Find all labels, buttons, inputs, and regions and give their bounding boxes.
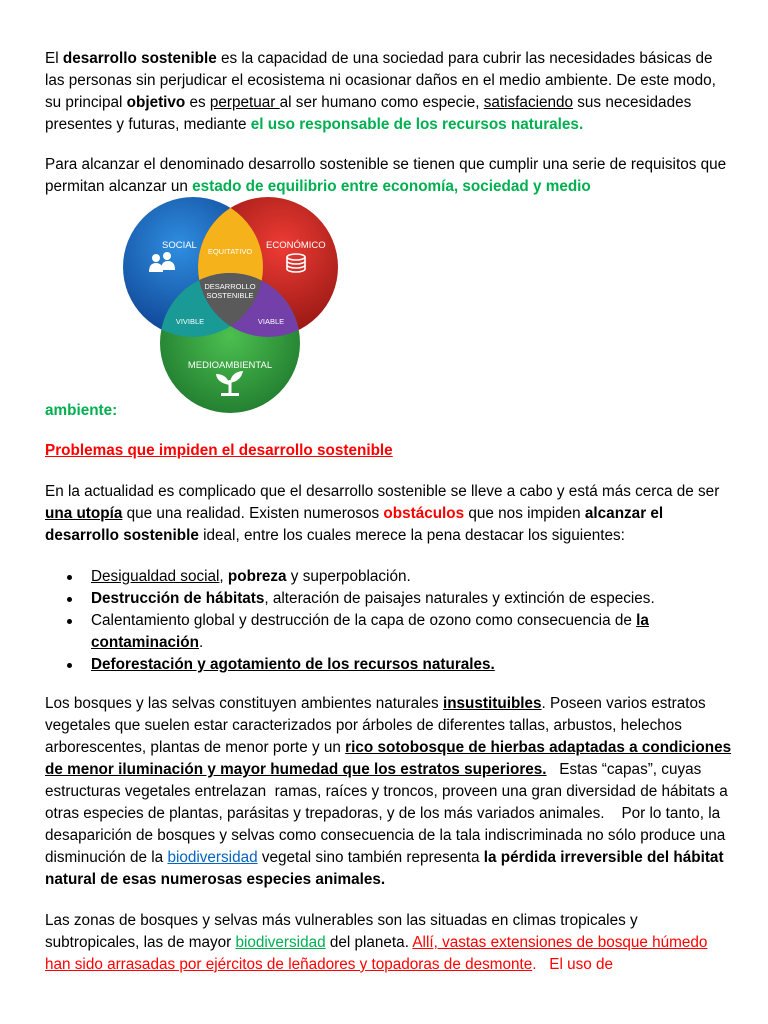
obstacles-paragraph — [45, 481, 735, 547]
text-run: del planeta. — [325, 934, 413, 951]
text-run: Calentamiento global y destrucción de la capa de ozono como consecuencia de — [91, 612, 637, 629]
label-economico: ECONÓMICO — [266, 240, 326, 251]
highlight-ambiente: ambiente: — [45, 402, 118, 419]
biodiversidad-link-green[interactable]: biodiversidad — [235, 934, 326, 951]
term-perpetuar: perpetuar — [209, 94, 280, 111]
term-una-utopia: una utopía — [45, 505, 123, 522]
term-perdida-irreversible: la pérdida irreversible del hábitat natural de esas numerosas especies animales. — [45, 849, 724, 888]
text-run: y superpoblación. — [286, 568, 411, 585]
intro-paragraph — [45, 48, 735, 136]
text-run: Para alcanzar el denominado desarrollo sostenible se tienen que cumplir una serie de requisitos que permitan alcanzar un — [45, 156, 727, 195]
label-sostenible: SOSTENIBLE — [206, 291, 254, 300]
term-satisfaciendo: satisfaciendo — [483, 94, 574, 111]
text-run: Las zonas de bosques y selvas más vulnerables son las situadas en climas tropicales y subtropicales, las de mayor — [45, 912, 638, 951]
text-run: sus necesidades presentes y futuras, mediante — [45, 94, 692, 133]
text-run: ideal, entre los cuales merece la pena destacar los siguientes: — [198, 527, 625, 544]
text-run: En la actualidad es complicado que el desarrollo sostenible se lleve a cabo y está más cerca de ser — [45, 483, 720, 500]
text-run: al ser humano como especie, — [279, 94, 484, 111]
text-run: es la capacidad de una sociedad para cubrir las necesidades básicas de las personas sin perjudicar el ecosistema ni ocasionar daños en el medio ambiente. De este modo, su principal — [45, 50, 716, 111]
text-run: Deforestación y agotamiento de los recursos naturales. — [91, 656, 495, 673]
term-objetivo: objetivo — [126, 94, 186, 111]
label-medioambiental: MEDIOAMBIENTAL — [187, 360, 273, 371]
label-social: SOCIAL — [162, 240, 197, 251]
list-item — [45, 566, 695, 588]
obstacles-list — [45, 566, 695, 676]
section-heading — [45, 440, 735, 462]
text-run: . Poseen varios estratos vegetales que suelen estar caracterizados por árboles de diferentes tallas, arbustos, helechos arborescentes, plantas de menor porte y un — [45, 695, 706, 756]
text-run: que nos impiden — [464, 505, 585, 522]
term-obstaculos: obstáculos — [383, 505, 465, 522]
heading-problemas: Problemas que impiden el desarrollo sostenible — [45, 442, 393, 459]
label-equitativo: EQUITATIVO — [207, 247, 253, 256]
tropical-paragraph — [45, 910, 735, 976]
text-run: que una realidad. Existen numerosos — [122, 505, 384, 522]
equilibrium-paragraph-end — [45, 400, 735, 422]
list-item — [45, 654, 695, 676]
text-run: , — [219, 568, 228, 585]
text-run: El — [45, 50, 63, 67]
biodiversidad-link[interactable]: biodiversidad — [167, 849, 258, 866]
highlight-uso-responsable: el uso responsable de los recursos naturales. — [250, 116, 584, 133]
text-run: es — [185, 94, 210, 111]
list-item — [45, 588, 695, 610]
term-insustituibles: insustituibles — [442, 695, 542, 712]
term-desarrollo-sostenible: desarrollo sostenible — [62, 50, 217, 67]
label-vivible: VIVIBLE — [175, 317, 205, 326]
term-la-contaminacion: la contaminación — [91, 612, 649, 651]
sustainability-venn-diagram — [120, 192, 342, 418]
text-run: Estas “capas”, cuyas estructuras vegetales entrelazan ramas, raíces y troncos, proveen una gran diversidad de hábitats a otras especies de plantas, parásitas y trepadoras, y de los más variados animales. Por lo tanto, la desaparición de bosques y selvas como consecuencia de la tala indiscriminada no sólo produce una disminución de la — [45, 761, 733, 866]
text-run: Los bosques y las selvas constituyen ambientes naturales — [45, 695, 443, 712]
text-run: vegetal sino también representa — [257, 849, 484, 866]
list-item — [45, 610, 695, 654]
text-run: pobreza — [227, 568, 287, 585]
term-alcanzar-desarrollo: alcanzar el desarrollo sostenible — [45, 505, 664, 544]
highlight-estado-equilibrio: estado de equilibrio entre economía, sociedad y medio — [192, 178, 591, 195]
label-viable: VIABLE — [257, 317, 285, 326]
text-run: . El uso de — [532, 956, 614, 973]
term-rico-sotobosque: rico sotobosque de hierbas adaptadas a condiciones de menor iluminación y mayor humedad que los estratos superiores. — [45, 739, 732, 778]
text-run: Destrucción de hábitats — [91, 590, 265, 607]
highlight-bosque-humedo: Allí, vastas extensiones de bosque húmedo han sido arrasadas por ejércitos de leñadores y topadoras de desmonte — [45, 934, 708, 973]
text-run: . — [198, 634, 204, 651]
text-run: , alteración de paisajes naturales y extinción de especies. — [264, 590, 655, 607]
text-run: Desigualdad social — [91, 568, 220, 585]
label-desarrollo: DESARROLLO — [204, 282, 256, 291]
forests-paragraph — [45, 693, 735, 891]
